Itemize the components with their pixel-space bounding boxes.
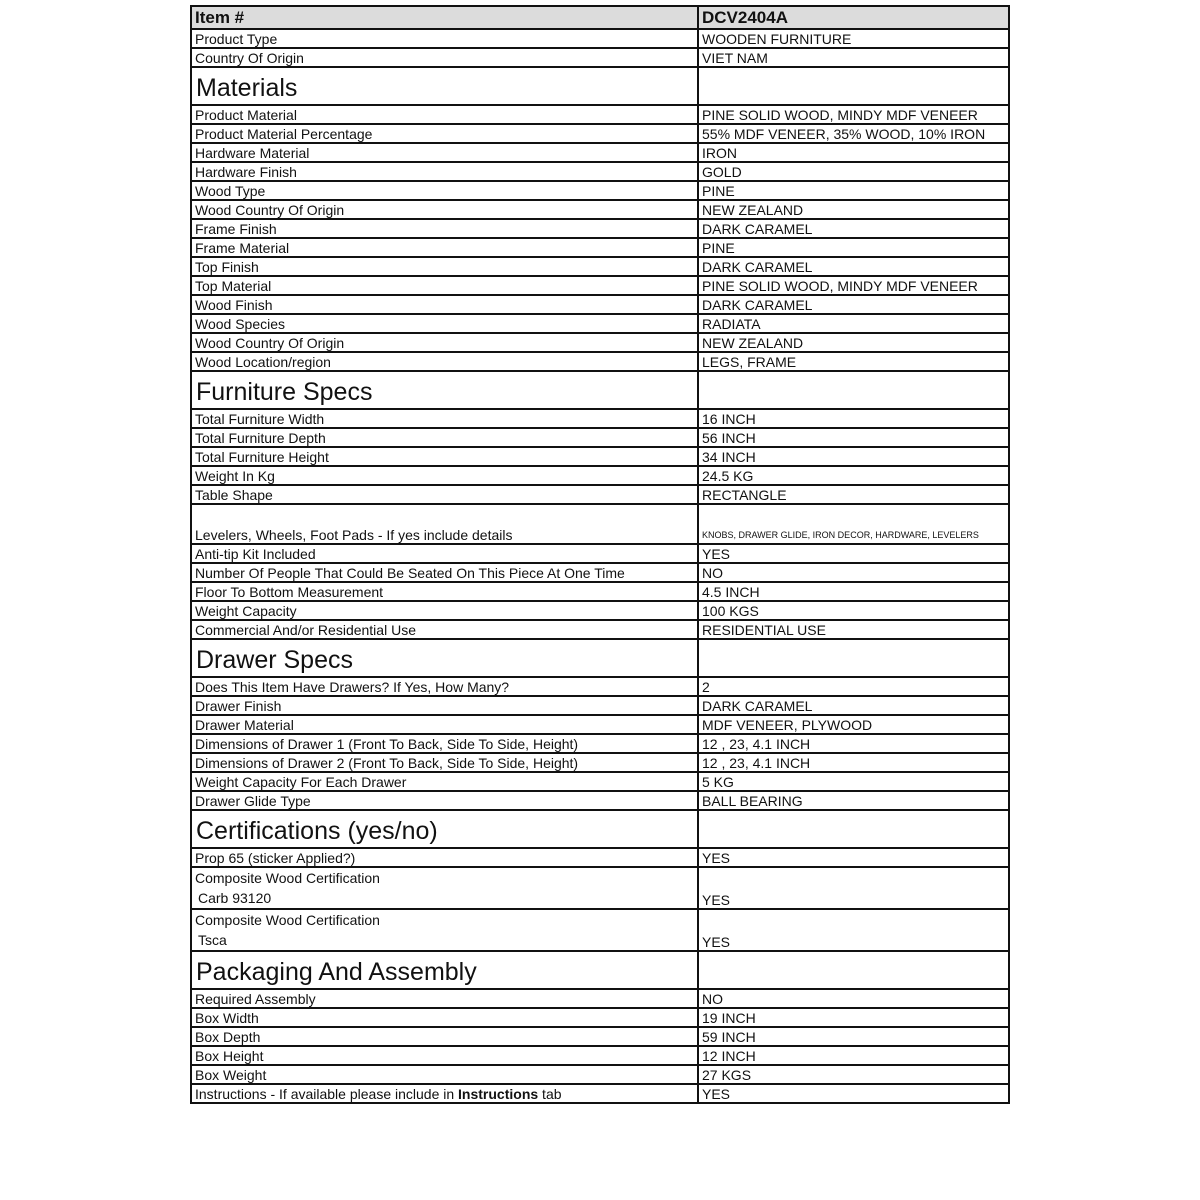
instructions-label-suffix: tab [538,1085,562,1102]
spec-label-line2: Tsca [198,932,227,948]
spec-label: Wood Type [191,181,698,200]
spec-label: Required Assembly [191,989,698,1008]
spec-label: Wood Country Of Origin [191,333,698,352]
spec-value: DARK CARAMEL [698,257,1009,276]
spec-row [191,791,1009,810]
spec-row [191,105,1009,124]
spec-row [191,485,1009,504]
spec-row [191,582,1009,601]
spec-row [191,696,1009,715]
spec-label: Product Material Percentage [191,124,698,143]
spec-label: Dimensions of Drawer 1 (Front To Back, Side To Side, Height) [191,734,698,753]
spec-value: DARK CARAMEL [698,696,1009,715]
instructions-label-bold: Instructions [458,1085,539,1102]
spec-label: Wood Finish [191,295,698,314]
spec-value: 27 KGS [698,1065,1009,1084]
spec-row [191,753,1009,772]
spec-value: LEGS, FRAME [698,352,1009,371]
spec-label-line1: Composite Wood Certification [195,870,380,886]
spec-value: PINE [698,238,1009,257]
section-title: Materials [191,67,698,105]
spec-row [191,181,1009,200]
instructions-label-prefix: Instructions - If available please include in [195,1085,459,1102]
header-value: DCV2404A [698,6,1009,29]
spec-label: Total Furniture Width [191,409,698,428]
spec-label-line1: Composite Wood Certification [195,912,380,928]
spec-label: Frame Material [191,238,698,257]
spec-row [191,544,1009,563]
spec-label: Top Finish [191,257,698,276]
spec-label: Weight Capacity For Each Drawer [191,772,698,791]
spec-value: IRON [698,143,1009,162]
spec-value: YES [698,867,1009,909]
spec-label: Commercial And/or Residential Use [191,620,698,639]
spec-row-prop65 [191,848,1009,867]
spec-row [191,563,1009,582]
spec-value: 100 KGS [698,601,1009,620]
spec-value: 55% MDF VENEER, 35% WOOD, 10% IRON [698,124,1009,143]
spec-row [191,257,1009,276]
spec-value: GOLD [698,162,1009,181]
spec-label: Weight Capacity [191,601,698,620]
spec-row-instructions [191,1084,1009,1103]
spec-label: Product Type [191,29,698,48]
spec-label: Country Of Origin [191,48,698,67]
section-packaging [191,951,1009,989]
spec-label: Frame Finish [191,219,698,238]
section-title: Furniture Specs [191,371,698,409]
spec-value: 34 INCH [698,447,1009,466]
spec-label [191,867,698,909]
spec-label: Anti-tip Kit Included [191,544,698,563]
spec-value: VIET NAM [698,48,1009,67]
spec-label: Does This Item Have Drawers? If Yes, How Many? [191,677,698,696]
spec-label: Drawer Glide Type [191,791,698,810]
spec-row [191,1008,1009,1027]
spec-value: WOODEN FURNITURE [698,29,1009,48]
spec-label: Weight In Kg [191,466,698,485]
header-row [191,6,1009,29]
spec-label: Box Height [191,1046,698,1065]
spec-value: DARK CARAMEL [698,219,1009,238]
spec-row [191,314,1009,333]
section-drawer-specs [191,639,1009,677]
spec-row [191,601,1009,620]
section-title: Drawer Specs [191,639,698,677]
spec-value: 12 , 23, 4.1 INCH [698,734,1009,753]
spec-label: Top Material [191,276,698,295]
spec-row [191,143,1009,162]
section-furniture-specs [191,371,1009,409]
spec-row [191,989,1009,1008]
spec-row [191,466,1009,485]
spec-label: Table Shape [191,485,698,504]
spec-label: Box Width [191,1008,698,1027]
spec-value: RESIDENTIAL USE [698,620,1009,639]
spec-value: YES [698,1084,1009,1103]
spec-row-carb [191,867,1009,909]
section-title: Packaging And Assembly [191,951,698,989]
spec-label: Product Material [191,105,698,124]
spec-row [191,734,1009,753]
spec-label: Wood Species [191,314,698,333]
spec-value: 24.5 KG [698,466,1009,485]
spec-value: RECTANGLE [698,485,1009,504]
spec-row [191,1046,1009,1065]
spec-row [191,124,1009,143]
spec-row [191,772,1009,791]
spec-row [191,162,1009,181]
spec-value: YES [698,848,1009,867]
section-empty-cell [698,67,1009,105]
spec-value: 2 [698,677,1009,696]
spec-value: YES [698,544,1009,563]
spec-value: NO [698,563,1009,582]
spec-label: Total Furniture Depth [191,428,698,447]
section-title: Certifications (yes/no) [191,810,698,848]
spec-row [191,352,1009,371]
spec-sheet-table [190,5,1010,1104]
spec-label [191,1084,698,1103]
spec-row [191,447,1009,466]
spec-label: Number Of People That Could Be Seated On This Piece At One Time [191,563,698,582]
spec-row [191,219,1009,238]
spec-row [191,677,1009,696]
spec-value: YES [698,909,1009,951]
spec-row [191,409,1009,428]
spec-value: 4.5 INCH [698,582,1009,601]
spec-label: Prop 65 (sticker Applied?) [191,848,698,867]
spec-value: PINE SOLID WOOD, MINDY MDF VENEER [698,105,1009,124]
spec-label [191,909,698,951]
spec-row [191,295,1009,314]
spec-row [191,29,1009,48]
spec-value: BALL BEARING [698,791,1009,810]
spec-label: Box Weight [191,1065,698,1084]
spec-value: NEW ZEALAND [698,333,1009,352]
spec-value: PINE SOLID WOOD, MINDY MDF VENEER [698,276,1009,295]
spec-value: NEW ZEALAND [698,200,1009,219]
spec-row [191,200,1009,219]
section-empty-cell [698,639,1009,677]
spec-row [191,1065,1009,1084]
spec-label: Hardware Material [191,143,698,162]
spec-label: Floor To Bottom Measurement [191,582,698,601]
spec-value: 56 INCH [698,428,1009,447]
spec-row-levelers [191,504,1009,544]
spec-row [191,333,1009,352]
spec-value: PINE [698,181,1009,200]
spec-value: 12 , 23, 4.1 INCH [698,753,1009,772]
spec-label: Box Depth [191,1027,698,1046]
spec-row [191,620,1009,639]
spec-label-line2: Carb 93120 [198,890,272,906]
section-empty-cell [698,951,1009,989]
spec-label: Total Furniture Height [191,447,698,466]
header-label: Item # [191,6,698,29]
section-empty-cell [698,810,1009,848]
spec-row [191,1027,1009,1046]
spec-value: RADIATA [698,314,1009,333]
section-materials [191,67,1009,105]
spec-value: 19 INCH [698,1008,1009,1027]
spec-label: Drawer Finish [191,696,698,715]
spec-label: Drawer Material [191,715,698,734]
spec-value: 59 INCH [698,1027,1009,1046]
spec-value: NO [698,989,1009,1008]
spec-row [191,238,1009,257]
spec-row [191,428,1009,447]
spec-value: DARK CARAMEL [698,295,1009,314]
spec-label: Hardware Finish [191,162,698,181]
spec-label: Dimensions of Drawer 2 (Front To Back, Side To Side, Height) [191,753,698,772]
section-certifications [191,810,1009,848]
spec-value: KNOBS, DRAWER GLIDE, IRON DECOR, HARDWARE, LEVELERS [698,504,1009,544]
spec-label: Wood Country Of Origin [191,200,698,219]
spec-row [191,48,1009,67]
spec-value: 16 INCH [698,409,1009,428]
spec-label: Wood Location/region [191,352,698,371]
spec-value: 5 KG [698,772,1009,791]
section-empty-cell [698,371,1009,409]
spec-row-tsca [191,909,1009,951]
spec-row [191,715,1009,734]
spec-label: Levelers, Wheels, Foot Pads - If yes include details [191,504,698,544]
spec-value: MDF VENEER, PLYWOOD [698,715,1009,734]
spec-row [191,276,1009,295]
spec-value: 12 INCH [698,1046,1009,1065]
